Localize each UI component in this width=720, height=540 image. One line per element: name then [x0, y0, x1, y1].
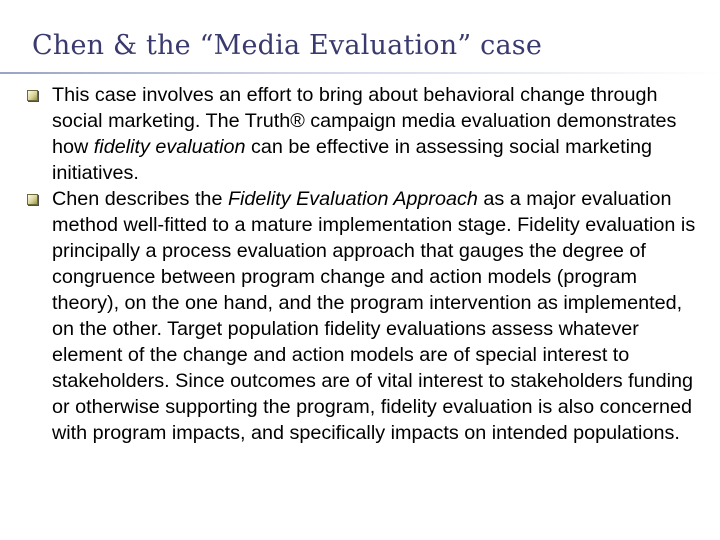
- slide-title: Chen & the “Media Evaluation” case: [32, 30, 542, 61]
- bullet-item-1: [27, 82, 697, 186]
- square-bullet-icon: [27, 90, 38, 101]
- title-divider: [0, 72, 720, 74]
- bullet-text-italic: Fidelity Evaluation Approach: [227, 188, 478, 210]
- bullet-text-segment: can be effective in assessing social marketing initiatives.: [52, 136, 653, 184]
- bullet-text-segment: as a major evaluation method well-fitted to a mature implementation stage. Fidelity evaluation is principally a process evaluation approach that gauges the degree of congruence between program change and action models (program theory), on the one hand, and the program intervention as implemented, on the other. Target population fidelity evaluations assess whatever element of the change and action models are of special interest to stakeholders. Since outcomes are of vital interest to stakeholders funding or otherwise supporting the program, fidelity evaluation is also concerned with program impacts, and specifically impacts on intended populations.: [52, 188, 696, 444]
- bullet-list: [27, 82, 697, 446]
- bullet-text-segment: This case involves an effort to bring about behavioral change through social marketing. The Truth® campaign media evaluation demonstrates how: [52, 84, 677, 158]
- bullet-text-italic: fidelity evaluation: [93, 136, 246, 158]
- bullet-text-segment: Chen describes the: [52, 188, 228, 210]
- square-bullet-icon: [27, 194, 38, 205]
- bullet-item-2: [27, 186, 697, 446]
